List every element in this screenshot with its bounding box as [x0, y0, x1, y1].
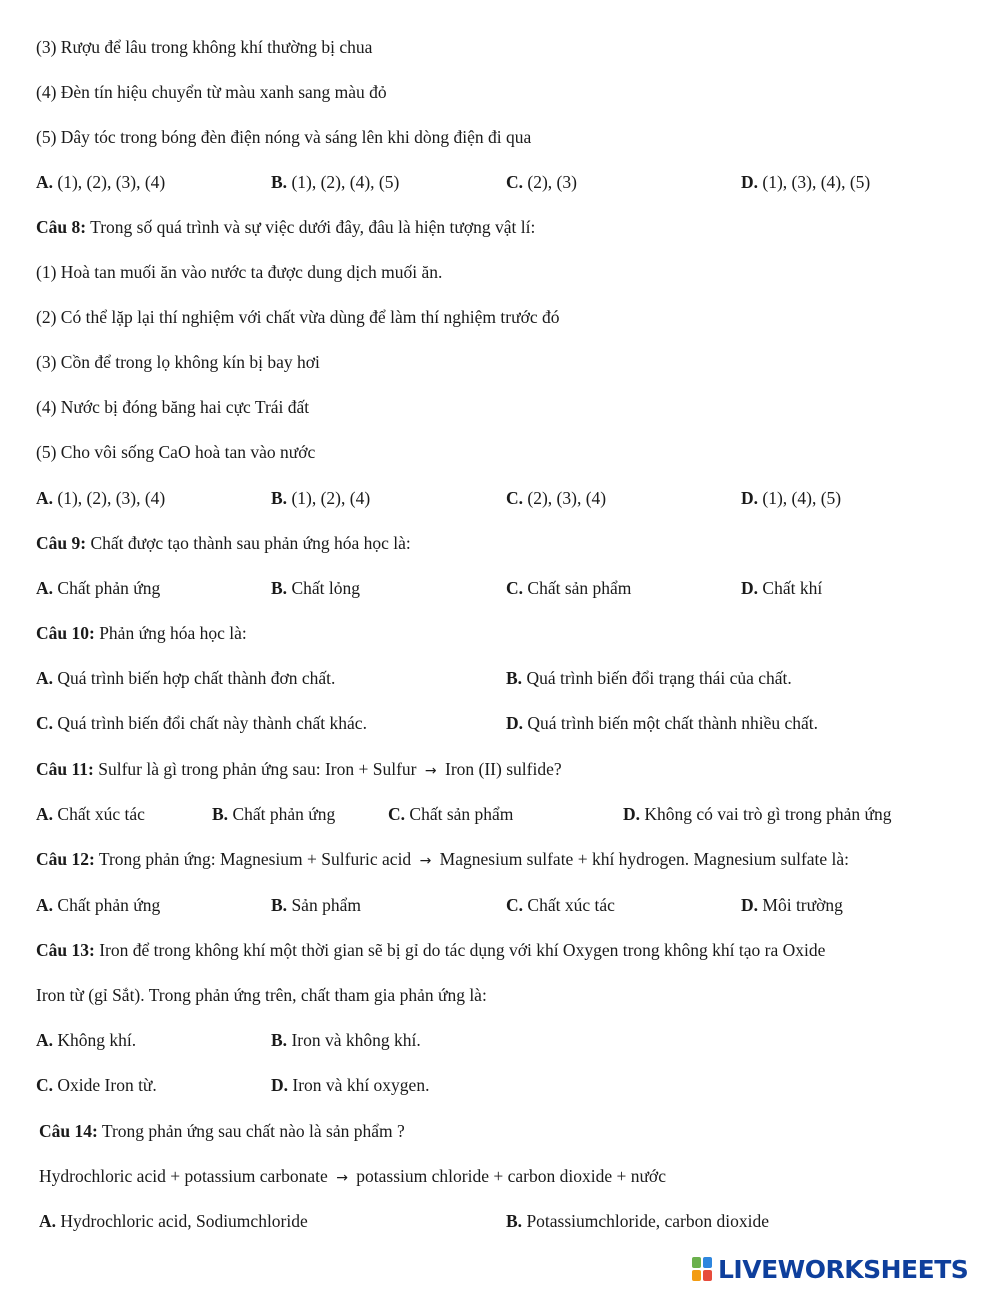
- statement-item: (3) Cồn để trong lọ không kín bị bay hơi: [36, 352, 320, 372]
- question-14: Câu 14: Trong phản ứng sau chất nào là sản phẩm ?: [39, 1121, 405, 1141]
- answer-option-d[interactable]: D. Không có vai trò gì trong phản ứng: [623, 804, 892, 824]
- reaction-equation: Hydrochloric acid + potassium carbonate → potassium chloride + carbon dioxide + nước: [39, 1166, 666, 1186]
- arrow-icon: →: [424, 763, 437, 779]
- answer-option-d[interactable]: D. (1), (3), (4), (5): [741, 172, 871, 192]
- answer-option-b[interactable]: B. Sản phẩm: [271, 895, 361, 915]
- question-12: Câu 12: Trong phản ứng: Magnesium + Sulfuric acid → Magnesium sulfate + khí hydrogen. Magnesium sulfate là:: [36, 849, 850, 869]
- question-11: Câu 11: Sulfur là gì trong phản ứng sau: Iron + Sulfur → Iron (II) sulfide?: [36, 759, 562, 779]
- answer-option-a[interactable]: A. Chất xúc tác: [36, 804, 145, 824]
- statement-item: (5) Dây tóc trong bóng đèn điện nóng và sáng lên khi dòng điện đi qua: [36, 127, 532, 147]
- answer-option-b[interactable]: B. (1), (2), (4): [271, 488, 371, 508]
- statement-item: (3) Rượu để lâu trong không khí thường bị chua: [36, 37, 373, 57]
- question-10: Câu 10: Phản ứng hóa học là:: [36, 623, 247, 643]
- answer-option-a[interactable]: A. Quá trình biến hợp chất thành đơn chất.: [36, 668, 336, 688]
- question-9: Câu 9: Chất được tạo thành sau phản ứng hóa học là:: [36, 533, 411, 553]
- answer-option-b[interactable]: B. Quá trình biến đổi trạng thái của chất.: [506, 668, 792, 688]
- logo-icon: [692, 1256, 714, 1282]
- answer-option-a[interactable]: A. Không khí.: [36, 1030, 137, 1050]
- answer-option-d[interactable]: D. Iron và khí oxygen.: [271, 1075, 430, 1095]
- answer-option-b[interactable]: B. Iron và không khí.: [271, 1030, 421, 1050]
- statement-item: (1) Hoà tan muối ăn vào nước ta được dung dịch muối ăn.: [36, 262, 443, 282]
- answer-option-a[interactable]: A. Chất phản ứng: [36, 895, 161, 915]
- answer-option-d[interactable]: D. Môi trường: [741, 895, 843, 915]
- answer-option-a[interactable]: A. Hydrochloric acid, Sodiumchloride: [39, 1211, 308, 1231]
- statement-item: (4) Đèn tín hiệu chuyển từ màu xanh sang màu đỏ: [36, 82, 387, 102]
- answer-option-c[interactable]: C. Quá trình biến đổi chất này thành chất khác.: [36, 713, 367, 733]
- answer-option-a[interactable]: A. Chất phản ứng: [36, 578, 161, 598]
- answer-option-c[interactable]: C. (2), (3), (4): [506, 488, 607, 508]
- liveworksheets-logo[interactable]: [692, 1254, 968, 1284]
- answer-option-c[interactable]: C. Oxide Iron từ.: [36, 1075, 157, 1095]
- logo-text: LIVEWORKSHEETS: [718, 1254, 969, 1284]
- answer-option-d[interactable]: D. Quá trình biến một chất thành nhiều chất.: [506, 713, 819, 733]
- statement-item: (4) Nước bị đóng băng hai cực Trái đất: [36, 397, 310, 417]
- arrow-icon: →: [336, 1170, 348, 1186]
- answer-option-d[interactable]: D. Chất khí: [741, 578, 823, 598]
- answer-option-b[interactable]: B. Chất lỏng: [271, 578, 360, 598]
- statement-item: (2) Có thể lặp lại thí nghiệm với chất vừa dùng để làm thí nghiệm trước đó: [36, 307, 560, 327]
- answer-option-d[interactable]: D. (1), (4), (5): [741, 488, 842, 508]
- answer-option-c[interactable]: C. Chất sản phẩm: [506, 578, 632, 598]
- answer-option-c[interactable]: C. Chất sản phẩm: [388, 804, 514, 824]
- answer-option-a[interactable]: A. (1), (2), (3), (4): [36, 172, 166, 192]
- question-13-continued: Iron từ (gỉ Sắt). Trong phản ứng trên, chất tham gia phản ứng là:: [36, 985, 487, 1005]
- arrow-icon: →: [419, 853, 432, 869]
- answer-option-c[interactable]: C. Chất xúc tác: [506, 895, 615, 915]
- question-13: Câu 13: Iron để trong không khí một thời gian sẽ bị gỉ do tác dụng với khí Oxygen trong không khí tạo ra Oxide: [36, 940, 826, 960]
- question-8: Câu 8: Trong số quá trình và sự việc dưới đây, đâu là hiện tượng vật lí:: [36, 217, 536, 237]
- answer-option-b[interactable]: B. Potassiumchloride, carbon dioxide: [506, 1211, 769, 1231]
- answer-option-b[interactable]: B. Chất phản ứng: [212, 804, 336, 824]
- answer-option-c[interactable]: C. (2), (3): [506, 172, 577, 192]
- answer-option-b[interactable]: B. (1), (2), (4), (5): [271, 172, 400, 192]
- statement-item: (5) Cho vôi sống CaO hoà tan vào nước: [36, 442, 316, 462]
- answer-option-a[interactable]: A. (1), (2), (3), (4): [36, 488, 166, 508]
